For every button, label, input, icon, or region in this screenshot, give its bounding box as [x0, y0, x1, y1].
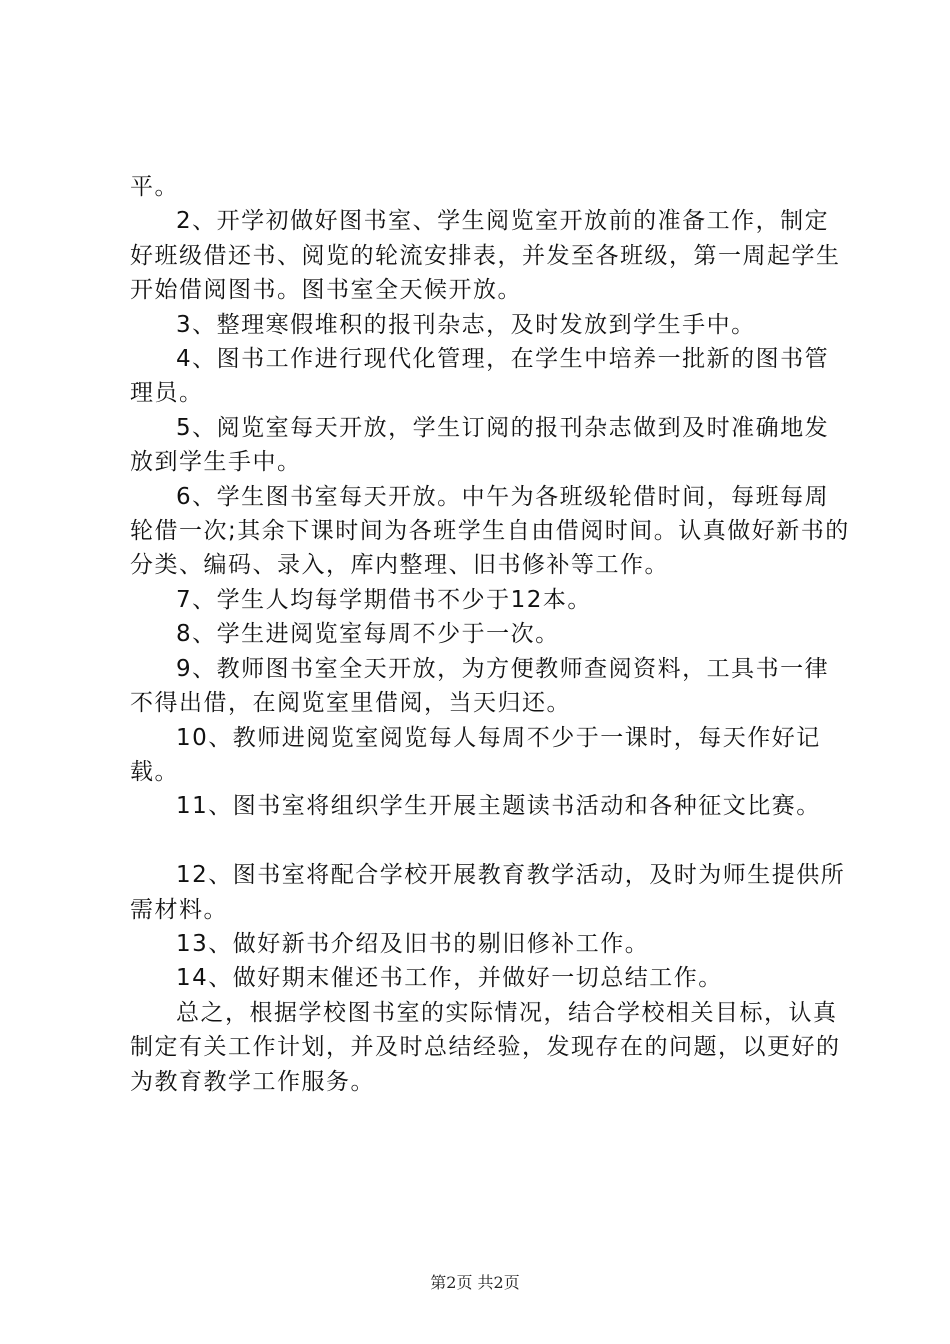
paragraph-item-4: 4、图书工作进行现代化管理，在学生中培养一批新的图书管理员。	[130, 346, 830, 407]
document-body	[130, 170, 850, 1099]
paragraph-item-3: 3、整理寒假堆积的报刊杂志，及时发放到学生手中。	[176, 311, 756, 338]
paragraph-summary: 总之，根据学校图书室的实际情况，结合学校相关目标，认真制定有关工作计划，并及时总结经验，发现存在的问题，以更好的为教育教学工作服务。	[130, 999, 841, 1095]
paragraph-item-10: 10、教师进阅览室阅览每人每周不少于一课时，每天作好记载。	[130, 724, 821, 785]
paragraph-item-12: 12、图书室将配合学校开展教育教学活动，及时为师生提供所需材料。	[130, 862, 846, 923]
paragraph-continuation: 平。	[130, 174, 179, 200]
paragraph-item-9: 9、教师图书室全天开放，为方便教师查阅资料，工具书一律不得出借，在阅览室里借阅，当天归还。	[130, 655, 830, 717]
paragraph-item-13: 13、做好新书介绍及旧书的剔旧修补工作。	[176, 930, 650, 957]
paragraph-item-6: 6、学生图书室每天开放。中午为各班级轮借时间，每班每周轮借一次;其余下课时间为各班学生自由借阅时间。认真做好新书的分类、编码、录入，库内整理、旧书修补等工作。	[130, 483, 850, 579]
paragraph-item-5: 5、阅览室每天开放，学生订阅的报刊杂志做到及时准确地发放到学生手中。	[130, 414, 830, 476]
paragraph-item-7: 7、学生人均每学期借书不少于12本。	[176, 586, 592, 613]
paragraph-item-11: 11、图书室将组织学生开展主题读书活动和各种征文比赛。	[176, 793, 821, 820]
paragraph-item-14: 14、做好期末催还书工作，并做好一切总结工作。	[176, 965, 723, 992]
page-number-footer: 第2页 共2页	[430, 1273, 520, 1292]
paragraph-item-2: 2、开学初做好图书室、学生阅览室开放前的准备工作，制定好班级借还书、阅览的轮流安排表，并发至各班级，第一周起学生开始借阅图书。图书室全天候开放。	[130, 208, 841, 304]
blank-line	[130, 824, 850, 858]
paragraph-item-8: 8、学生进阅览室每周不少于一次。	[176, 621, 560, 648]
